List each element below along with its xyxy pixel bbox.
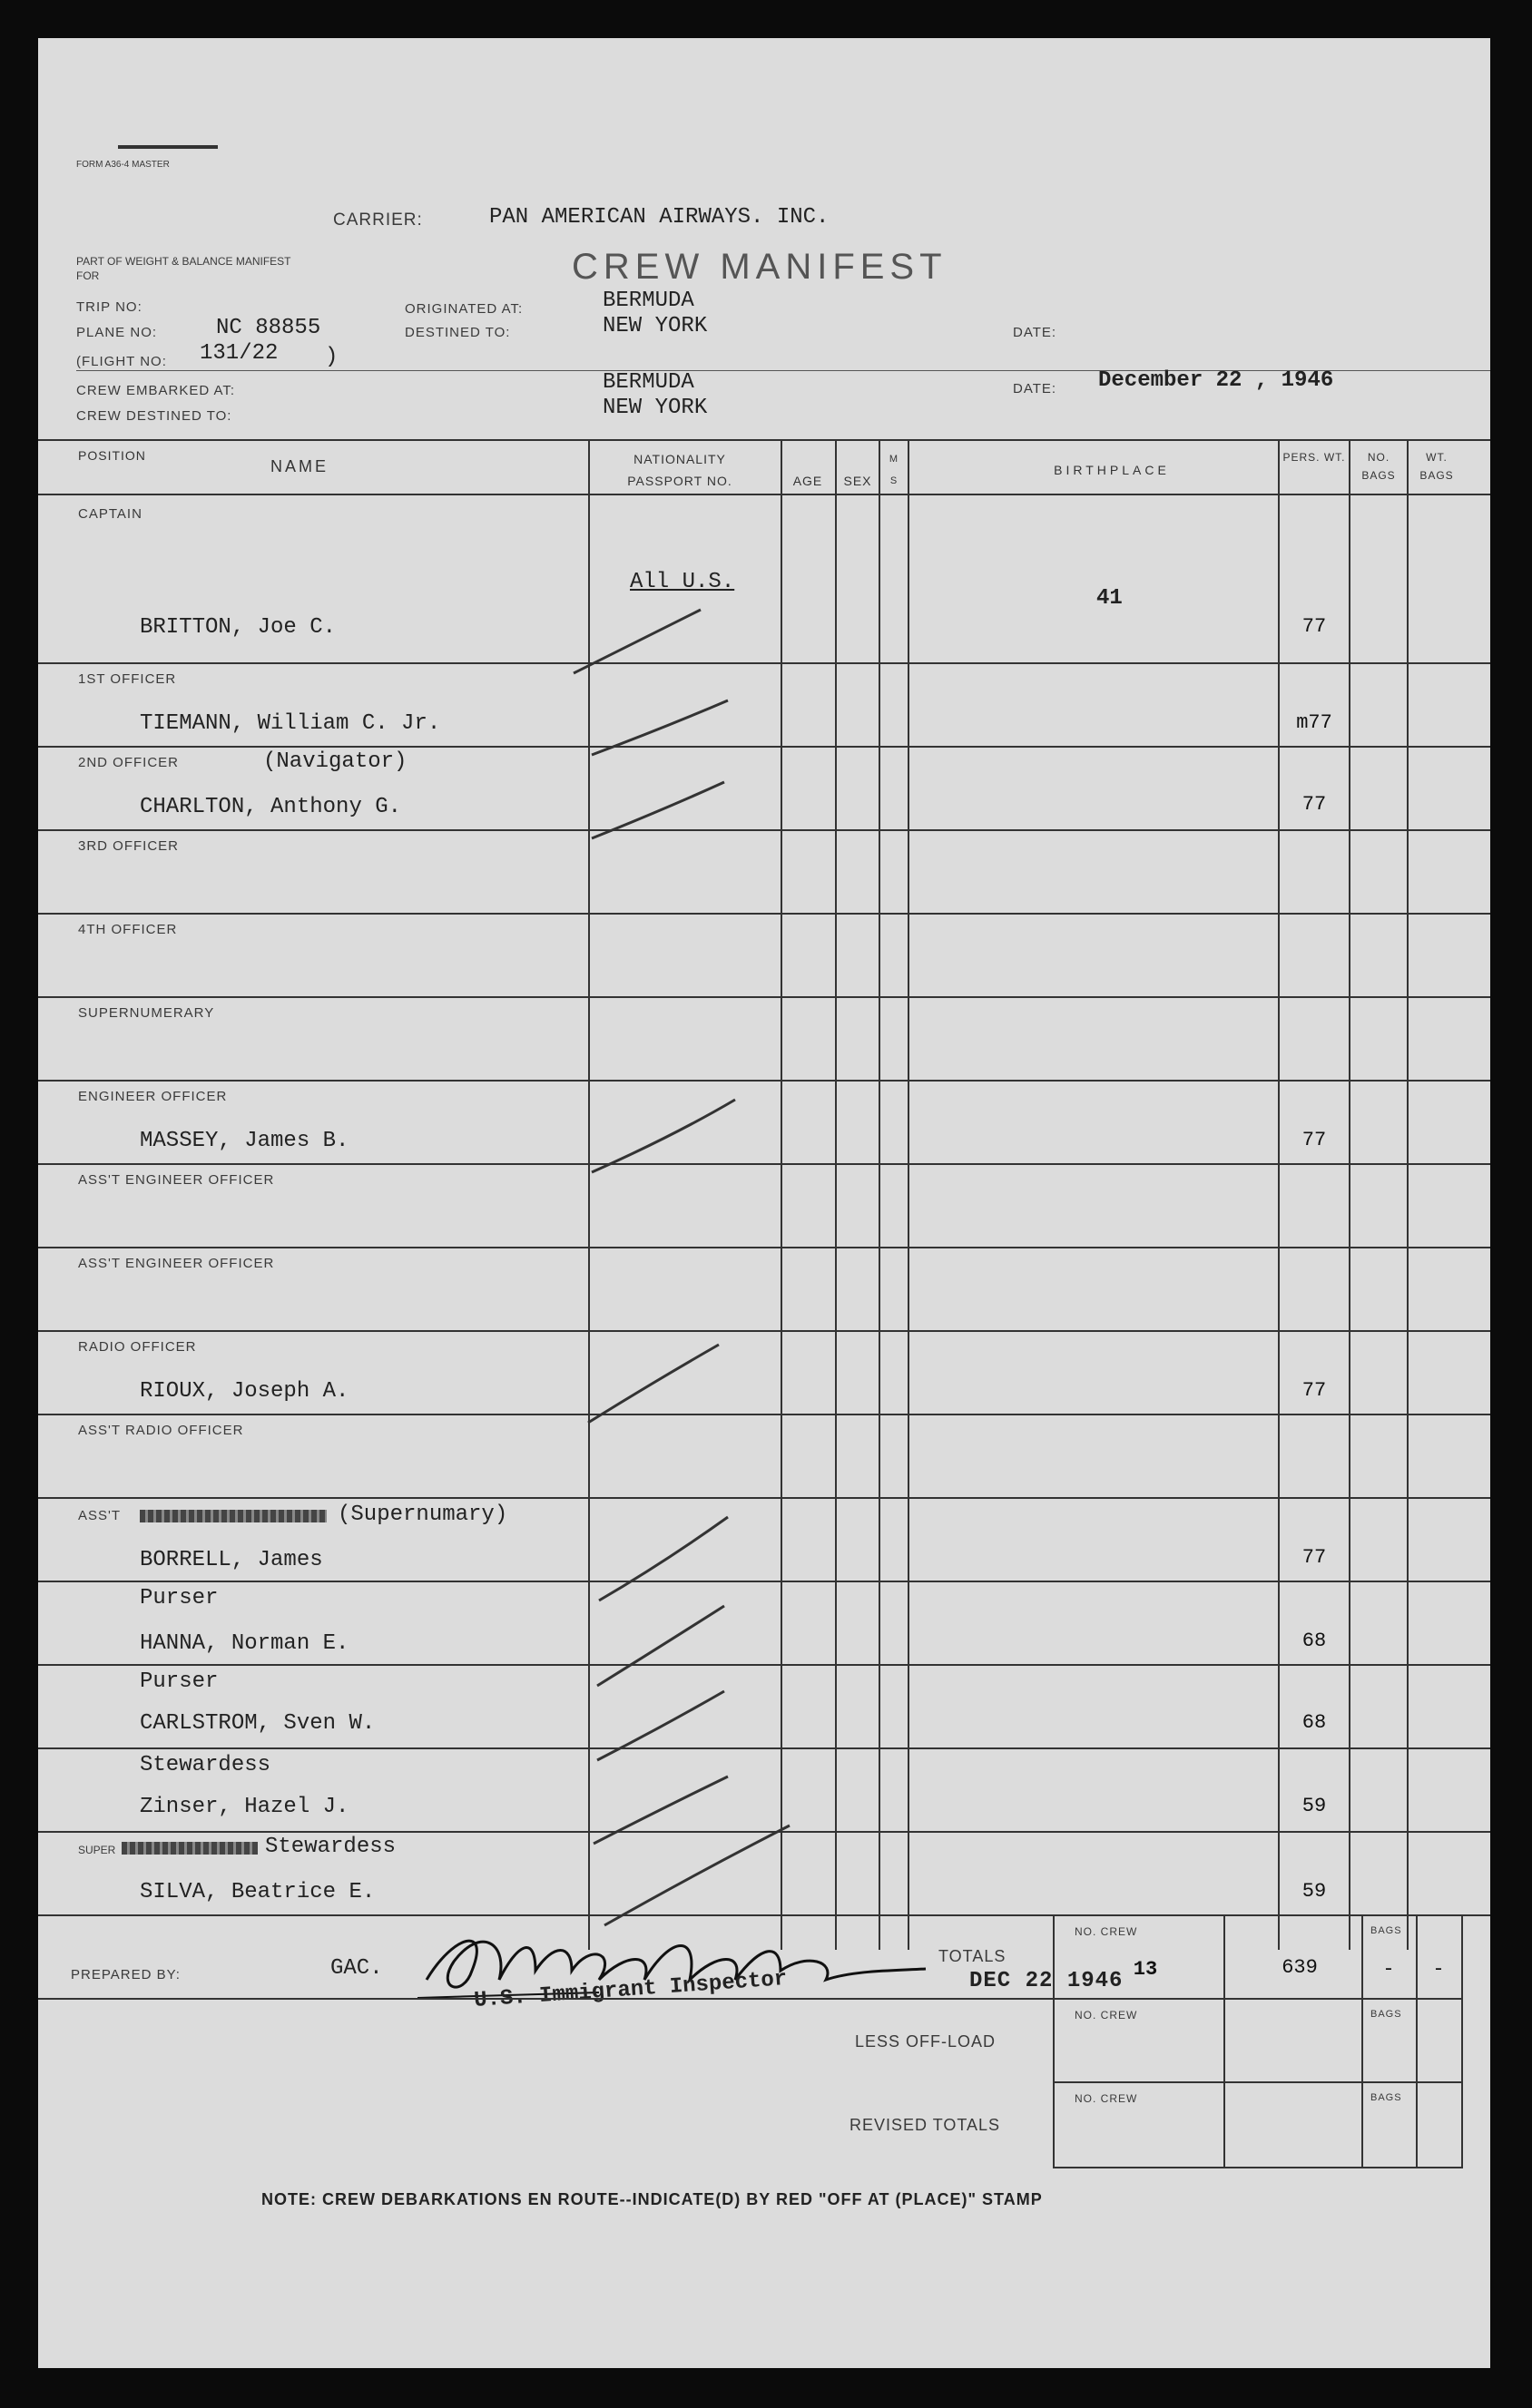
row-pers-wt: 77 [1301,1546,1327,1569]
part-of-label: PART OF WEIGHT & BALANCE MANIFEST FOR [76,255,291,282]
form-stub-mark [118,145,218,156]
row-position: 3RD OFFICER [78,838,180,854]
row-pers-wt: 77 [1301,1129,1327,1151]
trip-no-label: TRIP NO: [76,299,142,315]
totals-grid-col [1416,1914,1418,2167]
immigrant-stamp: U.S. Immigrant Inspector [473,1966,789,2014]
row-name: TIEMANN, William C. Jr. [140,711,441,736]
row-name: RIOUX, Joseph A. [140,1379,349,1404]
row-position-note: Stewardess [265,1835,397,1859]
destined-label: DESTINED TO: [405,325,511,340]
row-nationality: All U.S. [630,570,735,594]
row-pers-wt: m77 [1296,711,1332,734]
grid-col-7 [1349,439,1350,1950]
column-header-rule [38,494,1490,495]
revised-no-crew-label: NO. CREW [1075,2092,1138,2105]
row-pers-wt: 68 [1301,1630,1327,1652]
ditto-marks [546,546,873,1943]
row-position-note: Purser [140,1586,219,1610]
date2-label: DATE: [1013,381,1057,396]
date-stamp: DEC 22 1946 [969,1969,1124,1993]
row-position: CAPTAIN [78,506,142,522]
row-name: SILVA, Beatrice E. [140,1880,376,1904]
col-pers-wt: PERS. WT. [1282,451,1346,464]
row-pers-wt: 59 [1301,1880,1327,1903]
col-wt-bags: WT. BAGS [1419,451,1454,482]
row-name: HANNA, Norman E. [140,1631,349,1656]
grid-col-8 [1407,439,1409,1950]
row-pers-wt: 68 [1301,1711,1327,1734]
carrier-label: CARRIER: [333,210,423,230]
row-position: ASS'T RADIO OFFICER [78,1423,244,1438]
totals-wt-bags: - [1432,1958,1445,1981]
totals-grid [1053,1914,1463,2168]
originated-value: BERMUDA [603,289,694,313]
row-position: 2ND OFFICER [78,755,180,770]
col-name: NAME [270,457,329,475]
flight-no-value: 131/22 [200,341,279,366]
col-no-bags: NO. BAGS [1361,451,1396,482]
offload-bags-label: BAGS [1370,2009,1402,2020]
row-name: CHARLTON, Anthony G. [140,795,402,819]
row-position: ASS'T [78,1508,122,1523]
row-position-note: Stewardess [140,1753,271,1777]
row-position: 4TH OFFICER [78,922,178,937]
originated-label: ORIGINATED AT: [405,301,524,317]
row-pers-wt: 77 [1301,1379,1327,1402]
strikeout-mark [122,1842,258,1855]
row-position: RADIO OFFICER [78,1339,197,1355]
col-ms-m: M [889,454,899,465]
prepared-by-initials: GAC. [330,1956,383,1981]
page-title: CREW MANIFEST [572,247,948,287]
row-birthplace: 41 [1096,586,1123,611]
totals-bags: - [1382,1958,1395,1981]
crew-embarked-value: BERMUDA [603,370,694,395]
row-name: Zinser, Hazel J. [140,1795,349,1819]
row-name: BORRELL, James [140,1548,323,1572]
col-position: POSITION [78,448,146,463]
grid-col-4 [879,439,880,1950]
totals-grid-rule [1053,2081,1461,2083]
totals-pers-wt: 639 [1282,1956,1318,1979]
carrier-value: PAN AMERICAN AIRWAYS. INC. [489,205,830,230]
less-offload-label: LESS OFF-LOAD [855,2032,997,2051]
row-name: BRITTON, Joe C. [140,615,337,640]
col-birthplace: BIRTHPLACE [1054,463,1170,477]
row-position: ASS'T ENGINEER OFFICER [78,1172,275,1188]
row-name: MASSEY, James B. [140,1129,349,1153]
row-position: ENGINEER OFFICER [78,1089,228,1104]
totals-grid-col [1361,1914,1363,2167]
plane-no-value: NC 88855 [216,316,321,340]
date1-label: DATE: [1013,325,1057,340]
form-number: FORM A36-4 MASTER [76,160,170,170]
row-name: CARLSTROM, Sven W. [140,1711,376,1736]
col-nationality: NATIONALITY [633,452,726,466]
grid-col-6 [1278,439,1280,1950]
crew-destined-value: NEW YORK [603,396,708,420]
col-sex: SEX [843,474,872,488]
row-position-note: (Navigator) [263,749,408,774]
manifest-page [38,38,1490,2368]
prepared-by-label: PREPARED BY: [71,1967,181,1982]
row-position-note: (Supernumary) [338,1503,508,1527]
totals-no-crew: 13 [1133,1958,1158,1981]
row-position: ASS'T ENGINEER OFFICER [78,1256,275,1271]
totals-grid-col [1223,1914,1225,2167]
revised-totals-label: REVISED TOTALS [849,2116,1001,2134]
plane-no-label: PLANE NO: [76,325,158,340]
table-top-rule [38,439,1490,441]
row-pers-wt: 77 [1301,615,1327,638]
flight-no-label: (FLIGHT NO: [76,354,167,369]
footer-note: NOTE: CREW DEBARKATIONS EN ROUTE--INDICATE(D) BY RED "OFF AT (PLACE)" STAMP [261,2190,1043,2208]
row-pers-wt: 77 [1301,793,1327,816]
crew-destined-label: CREW DESTINED TO: [76,408,232,424]
flight-no-paren: ) [325,345,339,369]
strikeout-mark [140,1510,327,1522]
grid-col-5 [908,439,909,1950]
col-age: AGE [792,474,823,488]
row-position: SUPER [78,1844,116,1856]
crew-embarked-label: CREW EMBARKED AT: [76,383,236,398]
row-position: 1ST OFFICER [78,671,177,687]
revised-bags-label: BAGS [1370,2092,1402,2103]
totals-label: TOTALS [938,1947,1007,1965]
row-position-note: Purser [140,1669,219,1694]
row-pers-wt: 59 [1301,1795,1327,1817]
totals-bags-label: BAGS [1370,1925,1402,1936]
col-passport: PASSPORT NO. [627,474,732,488]
date2-value: December 22 , 1946 [1098,368,1334,393]
destined-value: NEW YORK [603,314,708,338]
footer-rule [38,1998,1053,2000]
row-position: SUPERNUMERARY [78,1005,215,1021]
totals-no-crew-label: NO. CREW [1075,1925,1138,1938]
col-ms-s: S [889,475,899,486]
totals-grid-rule [1053,1998,1461,2000]
offload-no-crew-label: NO. CREW [1075,2009,1138,2021]
